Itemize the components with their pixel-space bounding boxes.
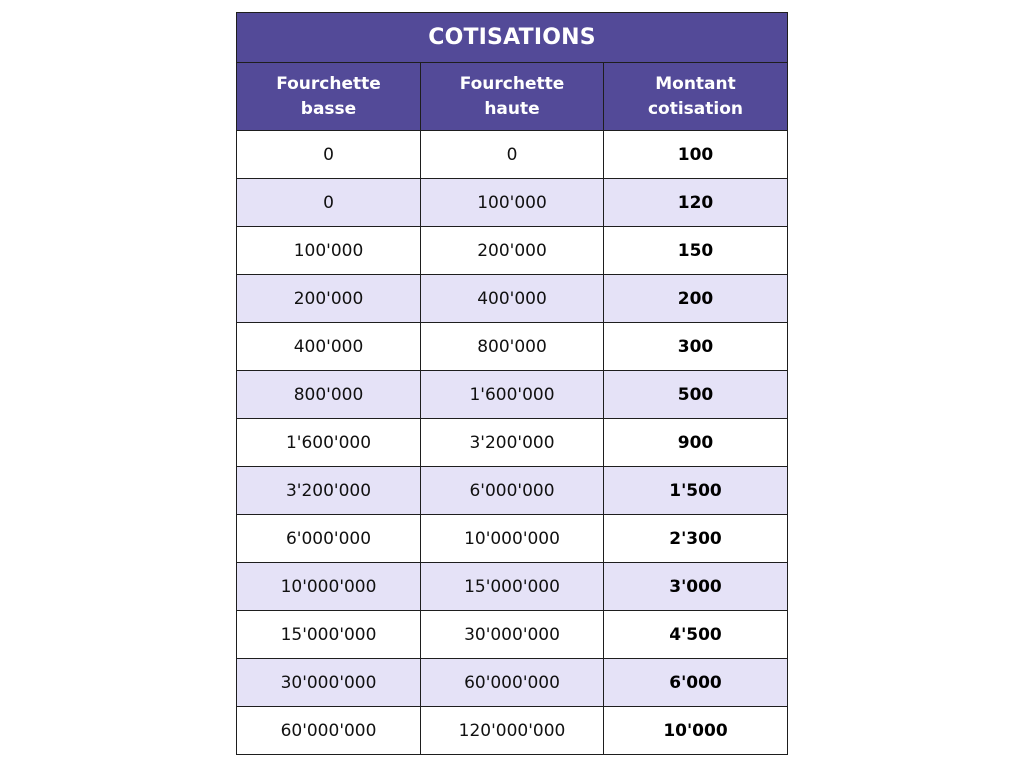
column-header-high-range: Fourchette haute (421, 63, 604, 131)
column-header-amount: Montant cotisation (604, 63, 788, 131)
table-row (237, 275, 788, 323)
amount-cell: 6'000 (604, 659, 788, 707)
table-title: COTISATIONS (237, 13, 788, 63)
header-row (237, 63, 788, 131)
amount-cell: 1'500 (604, 467, 788, 515)
amount-cell: 2'300 (604, 515, 788, 563)
amount-cell: 3'000 (604, 563, 788, 611)
low-range-cell: 60'000'000 (237, 707, 421, 755)
low-range-cell: 30'000'000 (237, 659, 421, 707)
low-range-cell: 0 (237, 179, 421, 227)
low-range-cell: 0 (237, 131, 421, 179)
high-range-cell: 30'000'000 (421, 611, 604, 659)
high-range-cell: 3'200'000 (421, 419, 604, 467)
low-range-cell: 10'000'000 (237, 563, 421, 611)
low-range-cell: 15'000'000 (237, 611, 421, 659)
high-range-cell: 800'000 (421, 323, 604, 371)
table-body (237, 131, 788, 755)
table-row (237, 707, 788, 755)
table-row (237, 371, 788, 419)
amount-cell: 500 (604, 371, 788, 419)
amount-cell: 100 (604, 131, 788, 179)
table-row (237, 419, 788, 467)
cotisations-table (236, 12, 788, 755)
low-range-cell: 200'000 (237, 275, 421, 323)
table-row (237, 611, 788, 659)
table-row (237, 563, 788, 611)
column-header-low-range: Fourchette basse (237, 63, 421, 131)
amount-cell: 150 (604, 227, 788, 275)
table-row (237, 323, 788, 371)
amount-cell: 120 (604, 179, 788, 227)
table-row (237, 659, 788, 707)
amount-cell: 10'000 (604, 707, 788, 755)
low-range-cell: 100'000 (237, 227, 421, 275)
high-range-cell: 60'000'000 (421, 659, 604, 707)
high-range-cell: 6'000'000 (421, 467, 604, 515)
high-range-cell: 0 (421, 131, 604, 179)
table-row (237, 131, 788, 179)
high-range-cell: 120'000'000 (421, 707, 604, 755)
table-row (237, 515, 788, 563)
high-range-cell: 10'000'000 (421, 515, 604, 563)
amount-cell: 900 (604, 419, 788, 467)
amount-cell: 300 (604, 323, 788, 371)
table-row (237, 227, 788, 275)
table-row (237, 179, 788, 227)
amount-cell: 200 (604, 275, 788, 323)
high-range-cell: 15'000'000 (421, 563, 604, 611)
low-range-cell: 1'600'000 (237, 419, 421, 467)
amount-cell: 4'500 (604, 611, 788, 659)
table-row (237, 467, 788, 515)
low-range-cell: 400'000 (237, 323, 421, 371)
low-range-cell: 3'200'000 (237, 467, 421, 515)
low-range-cell: 800'000 (237, 371, 421, 419)
low-range-cell: 6'000'000 (237, 515, 421, 563)
title-row (237, 13, 788, 63)
high-range-cell: 400'000 (421, 275, 604, 323)
cotisations-table-container (236, 12, 787, 755)
high-range-cell: 200'000 (421, 227, 604, 275)
high-range-cell: 1'600'000 (421, 371, 604, 419)
high-range-cell: 100'000 (421, 179, 604, 227)
